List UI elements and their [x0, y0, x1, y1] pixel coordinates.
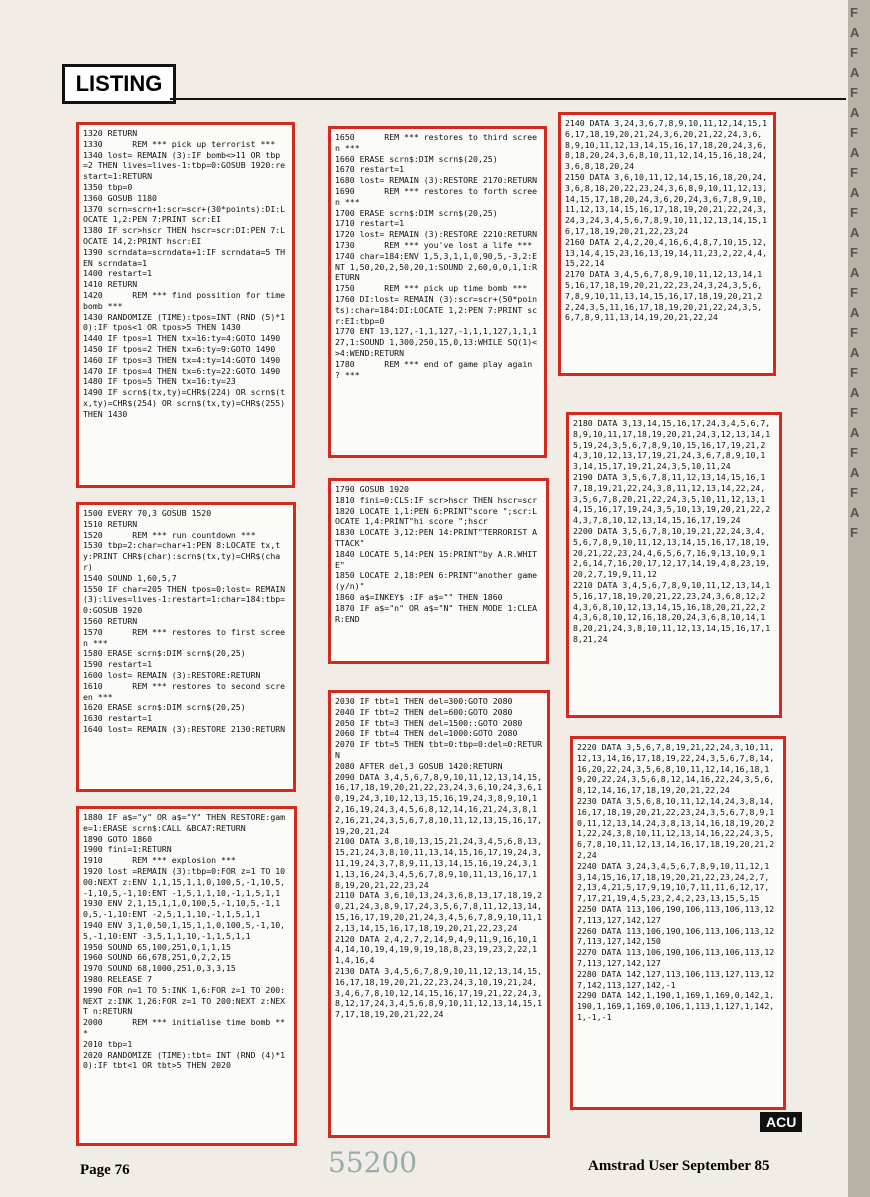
code-line: 1930 ENV 2,1,15,1,1,0,100,5,-1,10,5,-1,10,5,-1,10:ENT -2,5,1,1,10,-1,1,5,1,1 [83, 898, 281, 920]
page-number: Page 76 [80, 1162, 130, 1178]
code-line: 1580 ERASE scrn$:DIM scrn$(20,25) [83, 648, 246, 659]
edge-letter: A [850, 505, 859, 520]
code-line: 1540 SOUND 1,60,5,7 [83, 572, 177, 583]
edge-letter: F [850, 245, 857, 260]
code-line: 1620 ERASE scrn$:DIM scrn$(20,25) [83, 702, 246, 713]
code-line: 1770 ENT 13,127,-1,1,127,-1,1,1,127,1,1,127,1:SOUND 1,300,250,15,0,13:WHILE SQ(1)<>4:WEND:RETURN [335, 326, 538, 358]
code-line: 2130 DATA 3,4,5,6,7,8,9,10,11,12,13,14,15,16,17,18,19,20,21,22,23,24,3,10,19,21,24,3,4,6,7,8,10,12,14,15,16,17,19,21,22,24,3,8,12,17,24,3,4,5,6,8,9,10,11,12,13,14,15,17,17,18,19,20,21,22,24 [335, 965, 543, 1020]
code-line: 1810 fini=0:CLS:IF scr>hscr THEN hscr=scr [335, 494, 538, 505]
code-line: 1610 REM *** restores to second screen *** [83, 680, 286, 702]
section-header: LISTING [62, 64, 176, 104]
code-line: 2010 tbp=1 [83, 1038, 133, 1049]
edge-letter: F [850, 445, 857, 460]
code-line: 2090 DATA 3,4,5,6,7,8,9,10,11,12,13,14,15,16,17,18,19,20,21,22,23,24,3,6,10,24,3,6,10,19,24,3,10,12,13,15,16,19,24,3,8,9,10,12,16,19,24,3,4,5,6,8,12,14,16,21,24,3,8,12,16,21,24,3,5,6,7,8,10,11,12,13,15,16,17,19,20,21,24 [335, 771, 543, 836]
code-line: 2220 DATA 3,5,6,7,8,19,21,22,24,3,10,11,12,13,14,16,17,18,19,22,24,3,5,6,7,8,14,16,20,22,24,3,5,6,8,10,11,12,14,16,18,19,20,22,24,3,5,6,8,12,14,16,22,24,3,5,6,8,12,14,16,17,18,19,20,21,22,24 [577, 742, 775, 796]
code-line: 2080 AFTER del,3 GOSUB 1420:RETURN [335, 760, 503, 771]
edge-letter: A [850, 265, 859, 280]
magazine-issue: Amstrad User September 85 [588, 1158, 770, 1174]
code-line: 2140 DATA 3,24,3,6,7,8,9,10,11,12,14,15,16,17,18,19,20,21,24,3,6,20,21,22,24,3,6,8,9,10,11,12,13,14,15,16,17,18,20,24,3,6,8,18,20,24,3,6,8,10,11,12,14,15,16,18,24,3,6,8,18,20,24 [565, 118, 768, 172]
code-line: 2050 IF tbt=3 THEN del=1500::GOTO 2080 [335, 717, 523, 728]
code-line: 1880 IF a$="y" OR a$="Y" THEN RESTORE:game=1:ERASE scrn$:CALL &BCA7:RETURN [83, 812, 286, 833]
edge-letter: F [850, 85, 857, 100]
code-line: 1910 REM *** explosion *** [83, 855, 236, 866]
code-line: 1470 IF tpos=4 THEN tx=6:ty=22:GOTO 1490 [83, 365, 281, 376]
edge-letter: F [850, 125, 857, 140]
code-line: 1710 restart=1 [335, 218, 405, 229]
code-line: 1570 REM *** restores to first screen *** [83, 626, 286, 648]
edge-letter: A [850, 425, 859, 440]
listing-box-1500 [76, 502, 296, 792]
code-line: 1820 LOCATE 1,1:PEN 6:PRINT"score ";scr:LOCATE 1,4:PRINT"hi score ";hscr [335, 505, 538, 527]
edge-letter: A [850, 185, 859, 200]
code-line: 2200 DATA 3,5,6,7,8,10,19,21,22,24,3,4,5,6,7,8,9,10,11,12,13,14,15,16,17,18,19,20,21,22,23,24,4,6,5,6,7,16,9,13,10,9,12,6,14,7,16,20,17,12,17,14,19,4,8,23,19,20,2,7,19,9,11,12 [573, 525, 771, 580]
code-line: 1600 lost= REMAIN (3):RESTORE:RETURN [83, 669, 261, 680]
header-rule [170, 98, 846, 100]
edge-letter: F [850, 405, 857, 420]
code-line: 1460 IF tpos=3 THEN tx=4:ty=14:GOTO 1490 [83, 354, 281, 365]
code-line: 1640 lost= REMAIN (3):RESTORE 2130:RETURN [83, 723, 286, 734]
code-line: 2170 DATA 3,4,5,6,7,8,9,10,11,12,13,14,15,16,17,18,19,20,21,22,23,24,3,24,3,5,6,7,8,9,10,11,13,14,15,16,17,18,19,20,21,22,24,3,5,11,16,17,18,19,20,21,22,24,3,5,6,7,8,9,11,13,14,19,20,21,22,24 [565, 269, 763, 323]
code-line: 1760 DI:lost= REMAIN (3):scr=scr+(50*points):char=184:DI:LOCATE 1,2:PEN 7:PRINT scr:EI:tbp=0 [335, 293, 538, 326]
code-line: 1390 scrndata=scrndata+1:IF scrndata=5 THEN scrndata=1 [83, 246, 286, 268]
code-line: 1680 lost= REMAIN (3):RESTORE 2170:RETURN [335, 175, 538, 186]
edge-letter: F [850, 5, 857, 20]
code-line: 1950 SOUND 65,100,251,0,1,1,15 [83, 941, 231, 952]
listing-box-1650 [328, 126, 547, 458]
edge-letter: F [850, 485, 857, 500]
handwritten-note: 55200 [328, 1146, 418, 1179]
code-line: 2150 DATA 3,6,10,11,12,14,15,16,18,20,24,3,6,8,18,20,22,23,24,3,6,8,9,10,11,12,13,14,15,17,18,20,24,3,6,20,24,3,6,7,8,9,10,11,12,13,14,15,16,17,18,19,20,21,22,24,3,24,3,24,3,4,5,6,7,8,9,10,11,12,13,14,15,16,17,18,19,20,21,22,23,24 [565, 171, 768, 236]
code-line: 2020 RANDOMIZE (TIME):tbt= INT (RND (4)*10):IF tbt<1 OR tbt>5 THEN 2020 [83, 1049, 286, 1071]
edge-letter: A [850, 105, 859, 120]
edge-letter: A [850, 465, 859, 480]
code-line: 2120 DATA 2,4,2,7,2,14,9,4,9,11,9,16,10,14,14,10,19,4,19,9,19,18,8,23,19,23,2,22,11,4,16,4 [335, 933, 538, 966]
listing-box-1880 [76, 806, 297, 1146]
code-line: 1380 IF scr>hscr THEN hscr=scr:DI:PEN 7:LOCATE 14,2:PRINT hscr:EI [83, 225, 286, 246]
code-line: 1650 REM *** restores to third screen *** [335, 132, 538, 153]
listing-box-1790 [328, 478, 549, 664]
code-line: 2060 IF tbt=4 THEN del=1000:GOTO 2080 [335, 728, 518, 739]
code-line: 1670 restart=1 [335, 164, 405, 175]
code-line: 1410 RETURN [83, 279, 138, 290]
code-line: 1330 REM *** pick up terrorist *** [83, 138, 276, 149]
listing-box-2220 [570, 736, 786, 1110]
listing-box-2140 [558, 112, 776, 376]
code-line: 1450 IF tpos=2 THEN tx=6:ty=9:GOTO 1490 [83, 343, 276, 354]
code-line: 1850 LOCATE 2,18:PEN 6:PRINT"another game (y/n)" [335, 570, 543, 592]
code-line: 2030 IF tbt=1 THEN del=300:GOTO 2080 [335, 696, 513, 706]
listing-box-2180 [566, 412, 782, 718]
code-line: 1400 restart=1 [83, 268, 153, 279]
code-line: 2040 IF tbt=2 THEN del=600:GOTO 2080 [335, 706, 513, 717]
code-line: 1320 RETURN [83, 128, 138, 138]
code-line: 1500 EVERY 70,3 GOSUB 1520 [83, 508, 212, 518]
code-line: 1440 IF tpos=1 THEN tx=16:ty=4:GOTO 1490 [83, 333, 281, 344]
edge-letter: A [850, 25, 859, 40]
code-line: 2180 DATA 3,13,14,15,16,17,24,3,4,5,6,7,8,9,10,11,17,18,19,20,21,24,3,12,13,14,15,19,24,3,5,6,7,8,9,10,15,16,17,19,21,24,3,10,12,13,17,19,21,24,3,6,7,8,9,10,13,14,15,17,19,21,24,3,5,10,11,24 [573, 418, 771, 472]
code-line: 2160 DATA 2,4,2,20,4,16,6,4,8,7,10,15,12,13,14,4,15,23,16,13,19,14,11,23,2,22,4,4,15,22,14 [565, 236, 768, 269]
code-line: 1480 IF tpos=5 THEN tx=16:ty=23 [83, 376, 236, 387]
code-line: 1430 RANDOMIZE (TIME):tpos=INT (RND (5)*10):IF tpos<1 OR tpos>5 THEN 1430 [83, 311, 286, 333]
code-line: 1750 REM *** pick up time bomb *** [335, 283, 528, 294]
code-line: 1920 lost =REMAIN (3):tbp=0:FOR z=1 TO 1000:NEXT z:ENV 1,1,15,1,1,0,100,5,-1,10,5,-1,10,5,-1,10:ENT -1,5,1,1,10,-1,1,5,1,1 [83, 865, 286, 898]
code-line: 1970 SOUND 68,1000,251,0,3,3,15 [83, 963, 236, 974]
code-line: 1510 RETURN [83, 518, 138, 529]
edge-letter: F [850, 285, 857, 300]
code-line: 2290 DATA 142,1,190,1,169,1,169,0,142,1,190,1,169,1,169,0,106,1,113,1,127,1,142,1,-1,-1 [577, 990, 775, 1022]
edge-letter: F [850, 45, 857, 60]
code-line: 1740 char=184:ENV 1,5,3,1,1,0,90,5,-3,2:ENT 1,50,20,2,50,20,1:SOUND 2,60,0,0,1,1:RETURN [335, 250, 538, 283]
code-line: 1420 REM *** find possition for time bomb *** [83, 289, 291, 311]
code-line: 2270 DATA 113,106,190,106,113,106,113,127,113,127,142,127 [577, 947, 775, 968]
code-line: 1940 ENV 3,1,0,50,1,15,1,1,0,100,5,-1,10,5,-1,10:ENT -3,5,1,1,10,-1,1,5,1,1 [83, 919, 286, 941]
edge-letter: F [850, 165, 857, 180]
code-line: 1960 SOUND 66,678,251,0,2,2,15 [83, 952, 231, 963]
code-line: 2240 DATA 3,24,3,4,5,6,7,8,9,10,11,12,13,14,15,16,17,18,19,20,21,22,23,24,2,7,2,13,4,21,5,17,9,19,10,7,11,11,6,12,17,7,17,21,19,4,5,23,2,4,2,23,13,15,5,15 [577, 860, 770, 904]
edge-letter: F [850, 365, 857, 380]
code-line: 2260 DATA 113,106,190,106,113,106,113,127,113,127,142,150 [577, 925, 775, 947]
code-line: 1660 ERASE scrn$:DIM scrn$(20,25) [335, 153, 498, 164]
adjacent-page-edge [848, 0, 870, 1197]
edge-letter: A [850, 145, 859, 160]
code-line: 1560 RETURN [83, 615, 138, 626]
code-line: 1340 lost= REMAIN (3):IF bomb<>11 OR tbp =2 THEN lives=lives-1:tbp=0:GOSUB 1920:restart=1:RETURN [83, 149, 286, 182]
code-line: 1720 lost= REMAIN (3):RESTORE 2210:RETURN [335, 229, 538, 240]
listing-box-1320 [76, 122, 295, 488]
code-line: 2070 IF tbt=5 THEN tbt=0:tbp=0:del=0:RETURN [335, 739, 543, 760]
code-line: 2000 REM *** initialise time bomb *** [83, 1017, 286, 1038]
code-line: 1840 LOCATE 5,14:PEN 15:PRINT"by A.R.WHITE" [335, 548, 538, 570]
code-line: 2110 DATA 3,6,10,13,24,3,6,8,13,17,18,19,20,21,24,3,8,9,17,24,3,5,6,7,8,11,12,13,14,15,16,17,19,20,21,24,3,4,5,6,7,8,9,10,11,12,13,14,15,16,17,18,19,20,21,22,23,24 [335, 890, 543, 933]
edge-letter: A [850, 385, 859, 400]
listing-box-2030 [328, 690, 550, 1138]
code-line: 1990 FOR n=1 TO 5:INK 1,6:FOR z=1 TO 200:NEXT z:INK 1,26:FOR z=1 TO 200:NEXT z:NEXT n:RETURN [83, 984, 286, 1017]
acu-logo: ACU [760, 1112, 802, 1132]
code-line: 2250 DATA 113,106,190,106,113,106,113,127,113,127,142,127 [577, 903, 775, 925]
edge-letter: F [850, 325, 857, 340]
code-line: 1370 scrn=scrn+1:scr=scr+(30*points):DI:LOCATE 1,2:PEN 7:PRINT scr:EI [83, 203, 286, 225]
edge-letter: A [850, 305, 859, 320]
code-line: 1490 IF scrn$(tx,ty)=CHR$(224) OR scrn$(tx,ty)=CHR$(254) OR scrn$(tx,ty)=CHR$(255) THEN 1430 [83, 387, 291, 419]
edge-letter: A [850, 225, 859, 240]
code-line: 2230 DATA 3,5,6,8,10,11,12,14,24,3,8,14,16,17,18,19,20,21,22,23,24,3,5,6,7,8,9,10,11,12,13,14,24,3,8,13,14,16,18,19,20,21,22,24,3,8,10,11,12,13,14,16,22,24,3,5,6,7,8,10,11,12,13,14,16,17,18,19,20,21,22,24 [577, 795, 775, 860]
code-line: 1790 GOSUB 1920 [335, 484, 409, 494]
edge-letter: A [850, 65, 859, 80]
code-line: 2280 DATA 142,127,113,106,113,127,113,127,142,113,127,142,-1 [577, 968, 775, 990]
code-line: 1900 fini=1:RETURN [83, 844, 172, 855]
code-line: 1690 REM *** restores to forth screen *** [335, 185, 538, 207]
code-line: 1830 LOCATE 3,12:PEN 14:PRINT"TERRORIST ATTACK" [335, 527, 538, 548]
code-line: 1530 tbp=2:char=char+1:PEN 8:LOCATE tx,ty:PRINT CHR$(char):scrn$(tx,ty)=CHR$(char) [83, 540, 281, 572]
code-line: 1700 ERASE scrn$:DIM scrn$(20,25) [335, 207, 498, 218]
code-line: 1980 RELEASE 7 [83, 973, 153, 984]
code-line: 1860 a$=INKEY$ :IF a$="" THEN 1860 [335, 591, 503, 602]
edge-letter: A [850, 345, 859, 360]
code-line: 1870 IF a$="n" OR a$="N" THEN MODE 1:CLEAR:END [335, 602, 538, 624]
edge-letter: F [850, 205, 857, 220]
edge-letter: F [850, 525, 857, 540]
code-line: 1590 restart=1 [83, 659, 153, 670]
code-line: 1780 REM *** end of game play again ? *** [335, 358, 538, 380]
code-line: 1520 REM *** run countdown *** [83, 529, 256, 540]
code-line: 1350 tbp=0 [83, 181, 133, 192]
code-line: 1550 IF char=205 THEN tpos=0:lost= REMAIN (3):lives=lives-1:restart=1:char=184:tbp=0:GOSUB 1920 [83, 583, 291, 616]
code-line: 1630 restart=1 [83, 713, 153, 724]
code-line: 1730 REM *** you've lost a life *** [335, 239, 533, 250]
code-line: 2100 DATA 3,8,10,13,15,21,24,3,4,5,6,8,13,15,21,24,3,8,10,11,13,14,15,16,17,19,24,3,11,19,24,3,7,8,9,11,13,14,15,16,19,24,3,11,13,16,24,3,4,5,6,7,8,9,10,11,13,16,17,18,19,20,21,22,23,24 [335, 836, 543, 890]
code-line: 2190 DATA 3,5,6,7,8,11,12,13,14,15,16,17,18,19,21,22,24,3,8,11,12,13,14,22,24,3,5,6,7,8,20,21,22,24,3,5,10,11,12,13,14,15,16,17,19,24,3,5,10,13,19,20,21,22,24,3,7,8,10,12,13,14,15,16,17,19,24 [573, 471, 771, 526]
code-line: 1360 GOSUB 1180 [83, 192, 157, 203]
code-line: 1890 GOTO 1860 [83, 833, 153, 844]
code-line: 2210 DATA 3,4,5,6,7,8,9,10,11,12,13,14,15,16,17,18,19,20,21,22,23,24,3,6,8,12,24,3,6,8,10,12,13,14,15,16,18,20,21,22,24,3,6,8,10,12,16,18,20,24,3,6,8,10,14,18,20,21,24,3,8,10,11,12,13,14,15,16,17,18,21,24 [573, 579, 771, 644]
